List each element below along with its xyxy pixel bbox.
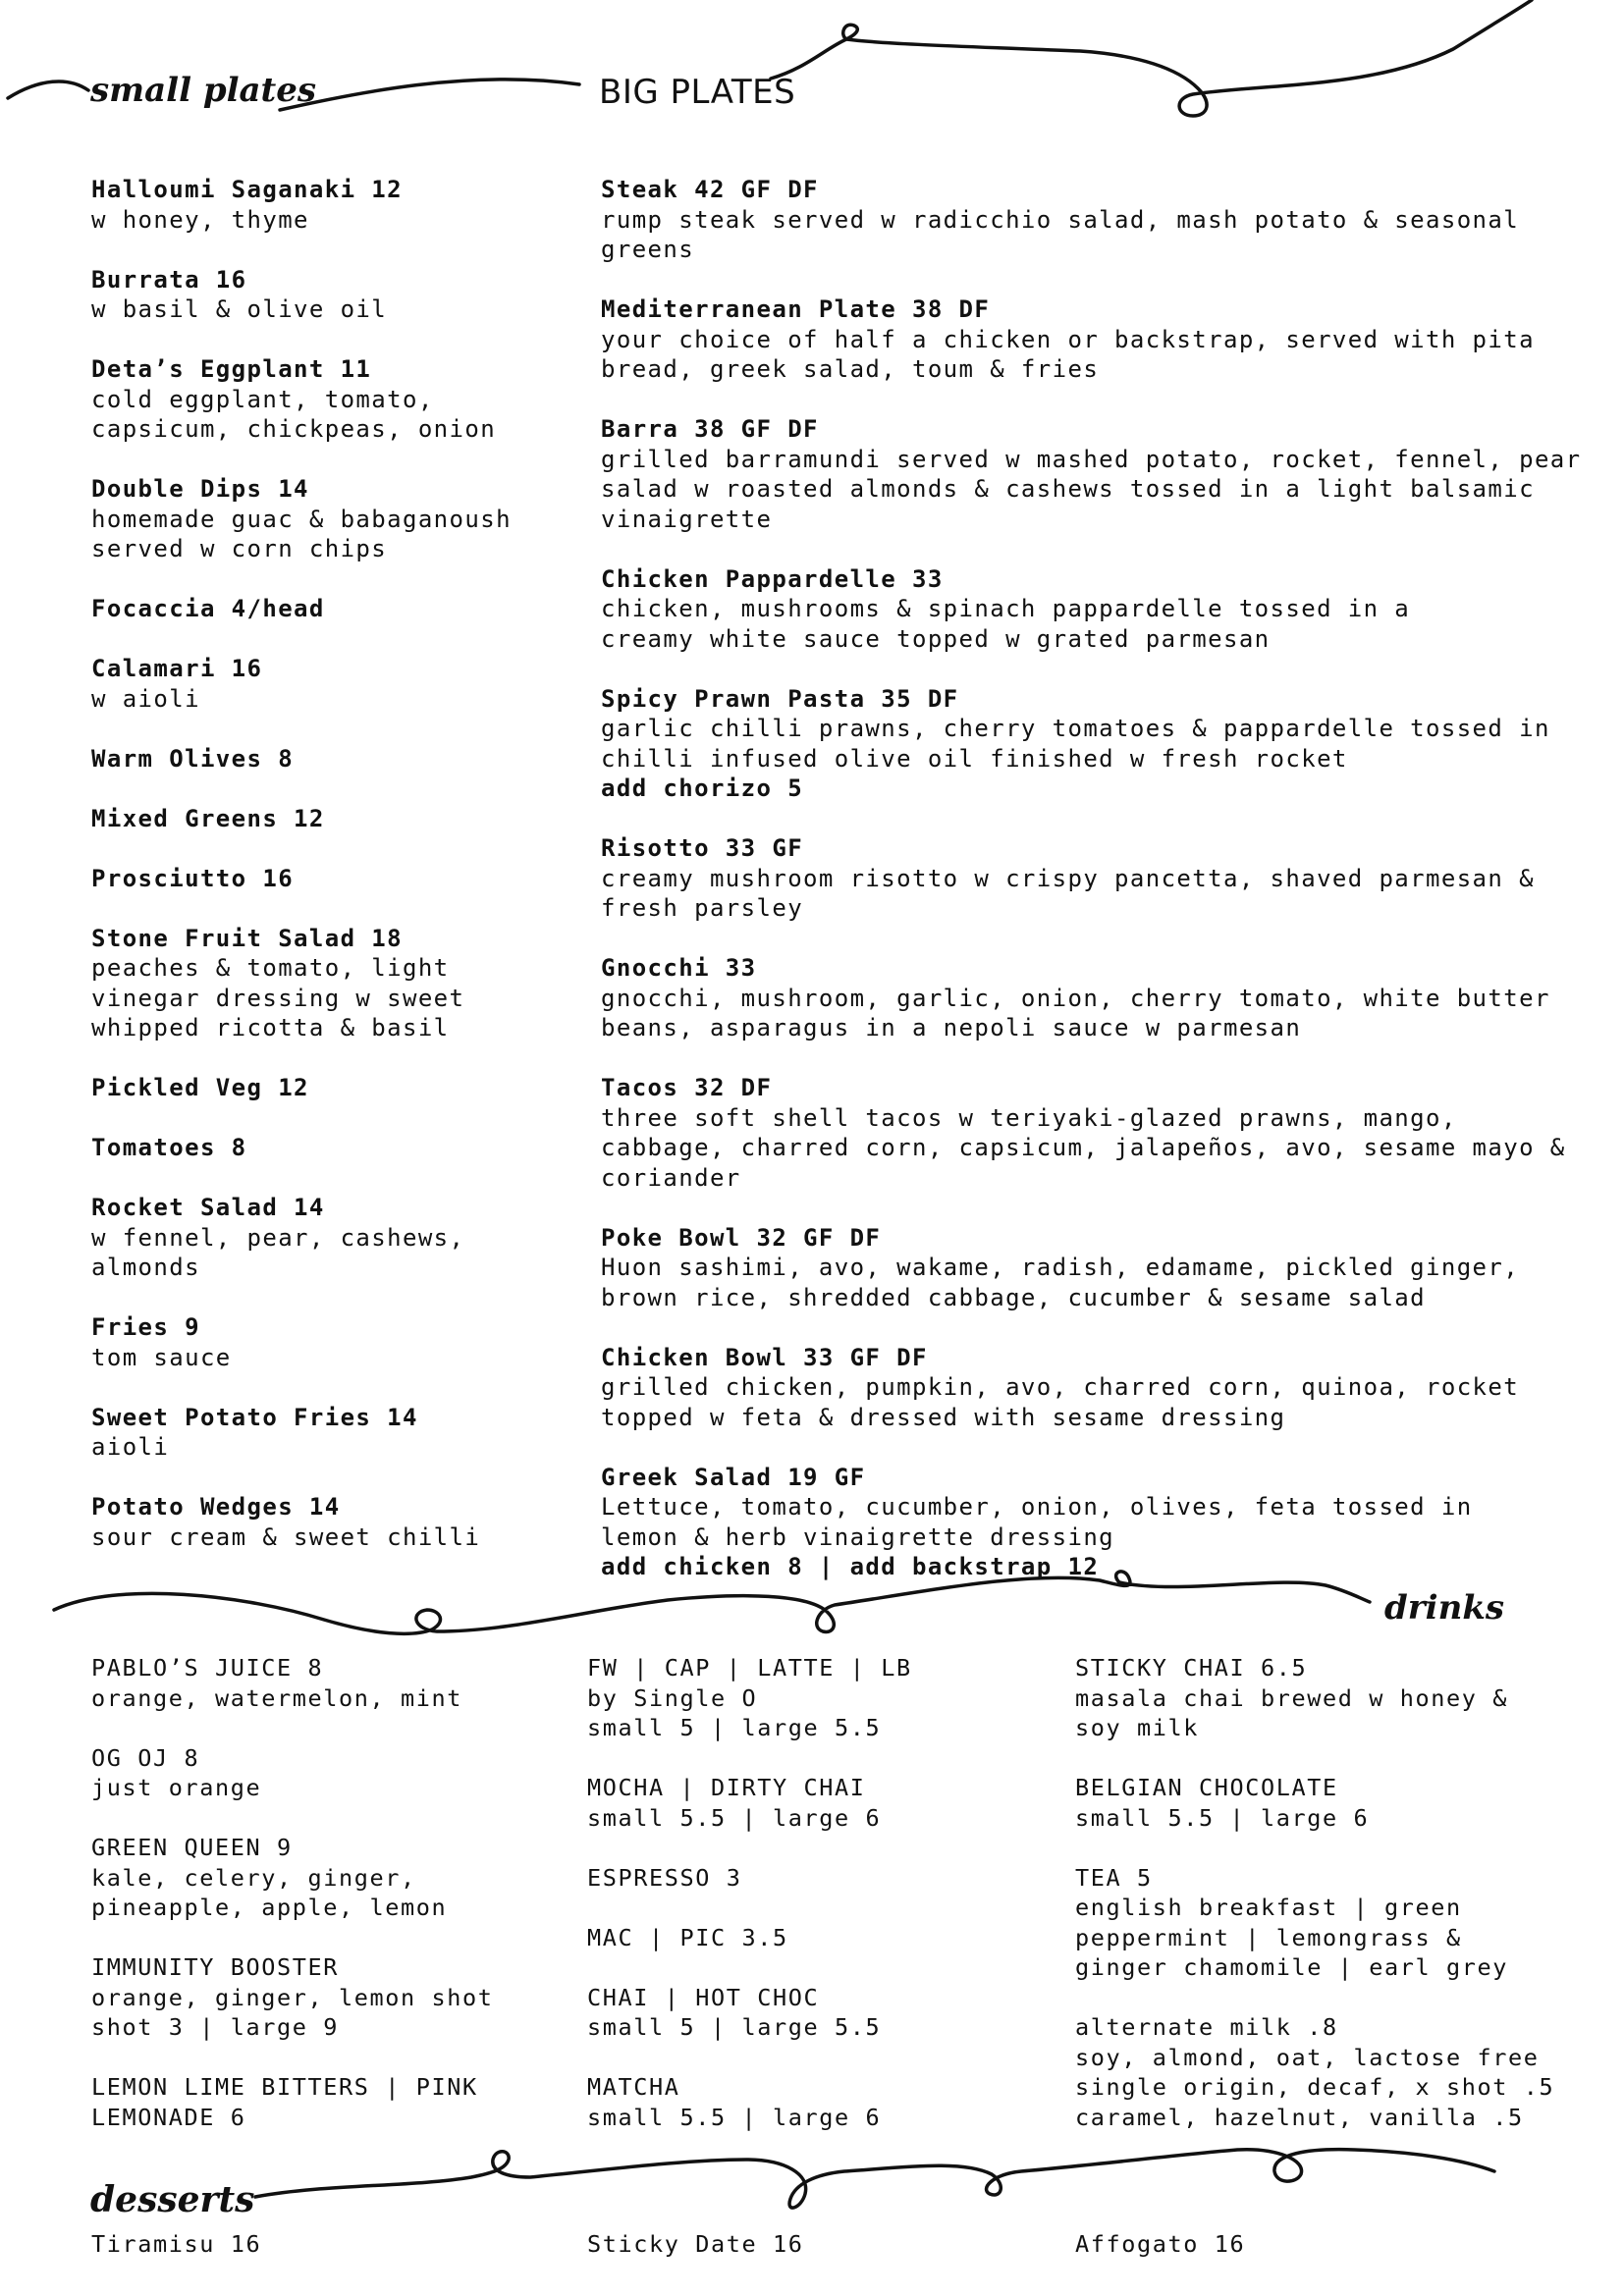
item-name: Sweet Potato Fries 14 [91, 1403, 418, 1431]
item-name: Pickled Veg 12 [91, 1074, 309, 1101]
menu-item [91, 354, 523, 445]
menu-item [91, 654, 523, 714]
item-description: grilled barramundi served w mashed potato, rocket, fennel, pear salad w roasted almonds & cashews tossed in a light balsamic vinaigrette [601, 445, 1582, 533]
drink-item: alternate milk .8 soy, almond, oat, lactose free single origin, decaf, x shot .5 caramel, hazelnut, vanilla .5 [1075, 2013, 1555, 2131]
drinks-heading: drinks [1384, 1588, 1505, 1628]
item-name: Rocket Salad 14 [91, 1194, 325, 1221]
item-name: Focaccia 4/head [91, 595, 325, 622]
menu-item [91, 1403, 523, 1463]
drinks-column-2 [587, 1653, 1029, 2163]
item-name: Gnocchi 33 [601, 954, 757, 982]
item-description: garlic chilli prawns, cherry tomatoes & pappardelle tossed in chilli infused olive oil finished w fresh rocket [601, 715, 1550, 773]
drink-item: FW | CAP | LATTE | LB by Single O small 5 | large 5.5 [587, 1654, 912, 1741]
menu-item [91, 1073, 523, 1103]
menu-item [91, 474, 523, 564]
item-description: homemade guac & babaganoush served w corn chips [91, 505, 512, 562]
item-description: tom sauce [91, 1343, 232, 1371]
item-name: Prosciutto 16 [91, 864, 295, 892]
item-description: rump steak served w radicchio salad, mash potato & seasonal greens [601, 205, 1520, 263]
item-name: Mixed Greens 12 [91, 804, 325, 832]
drink-item: MATCHA small 5.5 | large 6 [587, 2073, 882, 2131]
small-plates-heading: small plates [90, 71, 317, 110]
menu-item [601, 564, 1593, 655]
menu-item [601, 1343, 1593, 1433]
item-name: Halloumi Saganaki 12 [91, 176, 403, 203]
item-name: Warm Olives 8 [91, 744, 295, 773]
dessert-item: Affogato 16 [1075, 2230, 1246, 2258]
menu-item [601, 684, 1593, 804]
item-name: Potato Wedges 14 [91, 1493, 341, 1521]
item-description: Huon sashimi, avo, wakame, radish, edamame, pickled ginger, brown rice, shredded cabbage, cucumber & sesame salad [601, 1254, 1520, 1311]
item-name: Spicy Prawn Pasta 35 DF [601, 684, 959, 713]
drink-item: GREEN QUEEN 9 kale, celery, ginger, pineapple, apple, lemon [91, 1834, 448, 1921]
big-plates-list [601, 175, 1593, 1612]
item-description: peaches & tomato, light vinegar dressing w sweet whipped ricotta & basil [91, 954, 465, 1041]
menu-item [601, 833, 1593, 924]
item-addon: add chorizo 5 [601, 774, 804, 802]
item-name: Greek Salad 19 GF [601, 1463, 866, 1491]
desserts-heading: desserts [90, 2179, 255, 2220]
item-description: chicken, mushrooms & spinach pappardelle tossed in a creamy white sauce topped w grated parmesan [601, 595, 1411, 653]
menu-item [91, 175, 523, 235]
item-name: Mediterranean Plate 38 DF [601, 295, 991, 323]
item-description: gnocchi, mushroom, garlic, onion, cherry tomato, white butter beans, asparagus in a nepoli sauce w parmesan [601, 984, 1550, 1041]
item-name: Chicken Pappardelle 33 [601, 564, 944, 593]
drink-item: OG OJ 8 just orange [91, 1743, 262, 1801]
item-name: Stone Fruit Salad 18 [91, 924, 403, 952]
drink-item: LEMON LIME BITTERS | PINK LEMONADE 6 [91, 2073, 478, 2131]
drink-item: STICKY CHAI 6.5 masala chai brewed w honey & soy milk [1075, 1654, 1508, 1741]
menu-item [601, 1073, 1593, 1193]
menu-item [91, 864, 523, 894]
big-plates-heading: BIG PLATES [599, 73, 796, 112]
item-description: w honey, thyme [91, 205, 309, 234]
item-description: cold eggplant, tomato, capsicum, chickpeas, onion [91, 385, 497, 443]
menu-item [601, 175, 1593, 265]
menu-item [601, 1463, 1593, 1582]
item-name: Fries 9 [91, 1313, 200, 1341]
item-description: three soft shell tacos w teriyaki-glazed prawns, mango, cabbage, charred corn, capsicum, jalapeños, avo, sesame mayo & coriander [601, 1103, 1566, 1192]
item-name: Deta’s Eggplant 11 [91, 355, 372, 383]
drink-item: IMMUNITY BOOSTER orange, ginger, lemon shot shot 3 | large 9 [91, 1953, 494, 2041]
small-plates-list [91, 175, 523, 1582]
drink-item: MOCHA | DIRTY CHAI small 5.5 | large 6 [587, 1774, 882, 1832]
drink-item: MAC | PIC 3.5 [587, 1923, 788, 1951]
dessert-item: Tiramisu 16 [91, 2230, 262, 2258]
menu-item [601, 414, 1593, 534]
menu-item [91, 1193, 523, 1283]
item-description: creamy mushroom risotto w crispy pancetta, shaved parmesan & fresh parsley [601, 864, 1535, 922]
drinks-column-3 [1075, 1653, 1596, 2163]
menu-item [91, 1492, 523, 1552]
menu-item [91, 594, 523, 624]
menu-item [91, 744, 523, 774]
drink-item: BELGIAN CHOCOLATE small 5.5 | large 6 [1075, 1774, 1370, 1832]
menu-item [601, 953, 1593, 1043]
menu-item [91, 265, 523, 325]
drink-item: PABLO’S JUICE 8 orange, watermelon, mint [91, 1654, 462, 1712]
dessert-item: Sticky Date 16 [587, 2230, 804, 2258]
item-name: Double Dips 14 [91, 475, 309, 503]
drinks-column-1 [91, 1653, 533, 2163]
item-addon: add chicken 8 | add backstrap 12 [601, 1553, 1100, 1580]
item-name: Tomatoes 8 [91, 1134, 247, 1161]
item-name: Poke Bowl 32 GF DF [601, 1223, 882, 1252]
item-description: w fennel, pear, cashews, almonds [91, 1223, 465, 1281]
item-name: Risotto 33 GF [601, 834, 804, 862]
item-description: aioli [91, 1433, 170, 1461]
drink-item: ESPRESSO 3 [587, 1863, 742, 1892]
drink-item: CHAI | HOT CHOC small 5 | large 5.5 [587, 1983, 882, 2041]
item-description: your choice of half a chicken or backstrap, served with pita bread, greek salad, toum & fries [601, 325, 1535, 383]
menu-item [91, 1133, 523, 1163]
menu-item [601, 1223, 1593, 1313]
item-name: Tacos 32 DF [601, 1074, 773, 1101]
item-name: Chicken Bowl 33 GF DF [601, 1343, 928, 1371]
menu-item [601, 294, 1593, 385]
item-name: Steak 42 GF DF [601, 176, 819, 203]
item-description: grilled chicken, pumpkin, avo, charred corn, quinoa, rocket topped w feta & dressed with sesame dressing [601, 1373, 1520, 1431]
menu-item [91, 1312, 523, 1372]
item-description: sour cream & sweet chilli [91, 1522, 481, 1551]
drink-item: TEA 5 english breakfast | green peppermint | lemongrass & ginger chamomile | earl grey [1075, 1863, 1508, 1981]
menu-item [91, 924, 523, 1043]
item-name: Calamari 16 [91, 655, 263, 682]
item-description: w basil & olive oil [91, 295, 388, 323]
item-description: w aioli [91, 684, 200, 713]
menu-item [91, 804, 523, 834]
item-name: Barra 38 GF DF [601, 415, 819, 443]
item-description: Lettuce, tomato, cucumber, onion, olives, feta tossed in lemon & herb vinaigrette dressing [601, 1493, 1473, 1551]
item-name: Burrata 16 [91, 265, 247, 294]
